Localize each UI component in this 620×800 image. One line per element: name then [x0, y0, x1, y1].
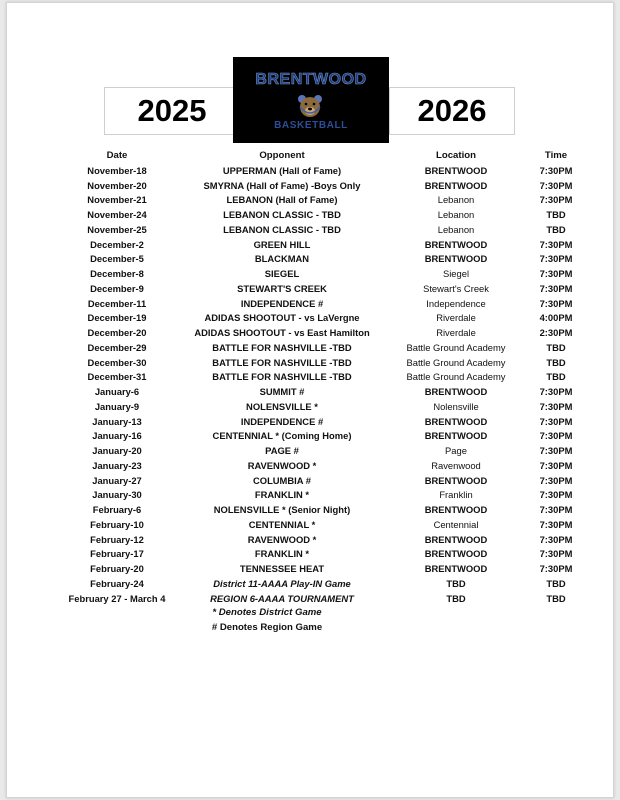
table-row: [62, 163, 592, 178]
column-header-time: Time: [544, 150, 568, 161]
table-row: [62, 222, 592, 237]
game-opponent: UPPERMAN (Hall of Fame): [222, 164, 342, 176]
game-date: January-9: [94, 400, 140, 412]
game-time: TBD: [546, 209, 566, 221]
table-row: [62, 178, 592, 193]
game-location: Ravenwood: [431, 459, 481, 471]
game-date: November-25: [87, 223, 147, 235]
game-opponent: LEBANON CLASSIC - TBD: [223, 223, 341, 235]
game-location: BRENTWOOD: [424, 430, 488, 442]
table-row: [62, 532, 592, 547]
table-row: [62, 207, 592, 222]
game-location: BRENTWOOD: [424, 179, 488, 191]
district-game-footnote: * Denotes District Game: [212, 607, 322, 618]
game-opponent: CENTENNIAL * (Coming Home): [212, 430, 352, 442]
game-time: TBD: [546, 371, 566, 383]
table-row: [62, 325, 592, 340]
column-header-location: Location: [436, 150, 476, 161]
game-opponent: ADIDAS SHOOTOUT - vs LaVergne: [204, 312, 360, 324]
game-opponent: RAVENWOOD *: [247, 459, 317, 471]
game-time: 7:30PM: [539, 518, 573, 530]
column-header-opponent: Opponent: [259, 150, 305, 161]
game-opponent: District 11-AAAA Play-IN Game: [213, 577, 351, 589]
game-time: 7:30PM: [539, 445, 573, 457]
game-date: January-27: [92, 474, 142, 486]
game-opponent: FRANKLIN *: [254, 548, 310, 560]
game-opponent: STEWART'S CREEK: [237, 282, 327, 294]
game-date: December-5: [90, 253, 144, 265]
game-location: Battle Ground Academy: [406, 371, 506, 383]
table-row: [62, 370, 592, 385]
game-opponent: COLUMBIA #: [253, 474, 311, 486]
game-date: December-31: [87, 371, 147, 383]
game-date: February 27 - March 4: [68, 592, 166, 604]
schedule-table: [62, 148, 592, 606]
table-row: [62, 517, 592, 532]
game-opponent: NOLENSVILLE * (Senior Night): [213, 504, 351, 516]
game-time: 7:30PM: [539, 533, 573, 545]
game-opponent: INDEPENDENCE #: [240, 415, 324, 427]
game-location: BRENTWOOD: [424, 548, 488, 560]
game-time: TBD: [546, 577, 566, 589]
game-location: Nolensville: [433, 400, 479, 412]
game-location: Stewart's Creek: [423, 282, 489, 294]
game-location: Riverdale: [436, 312, 476, 324]
table-row: [62, 561, 592, 576]
table-row: [62, 502, 592, 517]
game-location: Battle Ground Academy: [406, 341, 506, 353]
table-row: [62, 399, 592, 414]
game-location: Lebanon: [437, 209, 475, 221]
table-row: [62, 591, 592, 606]
brentwood-basketball-logo: [233, 57, 389, 143]
table-header-row: [62, 148, 592, 163]
game-time: TBD: [546, 223, 566, 235]
game-date: January-16: [92, 430, 142, 442]
game-opponent: REGION 6-AAAA TOURNAMENT: [210, 592, 354, 604]
bear-mascot-icon: [295, 93, 325, 119]
game-location: TBD: [446, 592, 466, 604]
table-row: [62, 237, 592, 252]
game-time: 7:30PM: [539, 563, 573, 575]
region-game-footnote: # Denotes Region Game: [211, 622, 323, 633]
table-row: [62, 488, 592, 503]
game-date: December-2: [90, 238, 144, 250]
game-location: TBD: [446, 577, 466, 589]
game-opponent: PAGE #: [265, 445, 299, 457]
game-date: December-20: [87, 327, 147, 339]
season-start-year: 2025: [104, 87, 240, 135]
game-date: January-6: [94, 386, 140, 398]
table-row: [62, 193, 592, 208]
table-row: [62, 473, 592, 488]
game-date: December-9: [90, 282, 144, 294]
game-location: BRENTWOOD: [424, 504, 488, 516]
table-row: [62, 443, 592, 458]
game-date: December-29: [87, 341, 147, 353]
game-time: 7:30PM: [539, 179, 573, 191]
table-row: [62, 296, 592, 311]
game-date: January-30: [92, 489, 142, 501]
game-date: December-19: [87, 312, 147, 324]
game-time: 7:30PM: [539, 489, 573, 501]
game-time: 7:30PM: [539, 297, 573, 309]
table-row: [62, 252, 592, 267]
game-location: BRENTWOOD: [424, 164, 488, 176]
game-time: 7:30PM: [539, 386, 573, 398]
game-opponent: RAVENWOOD *: [247, 533, 317, 545]
game-opponent: GREEN HILL: [253, 238, 311, 250]
game-opponent: FRANKLIN *: [254, 489, 310, 501]
game-location: Riverdale: [436, 327, 476, 339]
game-date: January-20: [92, 445, 142, 457]
game-opponent: SUMMIT #: [259, 386, 305, 398]
game-opponent: BATTLE FOR NASHVILLE -TBD: [212, 341, 352, 353]
game-location: Battle Ground Academy: [406, 356, 506, 368]
game-time: 7:30PM: [539, 474, 573, 486]
game-opponent: NOLENSVILLE *: [246, 400, 318, 412]
game-time: 7:30PM: [539, 548, 573, 560]
schedule-rows: [62, 163, 592, 606]
table-row: [62, 311, 592, 326]
game-location: BRENTWOOD: [424, 415, 488, 427]
game-location: Lebanon: [437, 223, 475, 235]
game-opponent: BATTLE FOR NASHVILLE -TBD: [212, 356, 352, 368]
logo-title: BRENTWOOD: [255, 71, 367, 88]
game-time: 7:30PM: [539, 194, 573, 206]
table-row: [62, 281, 592, 296]
game-date: February-24: [90, 577, 144, 589]
game-time: 7:30PM: [539, 415, 573, 427]
game-location: BRENTWOOD: [424, 563, 488, 575]
game-location: Centennial: [433, 518, 479, 530]
game-date: February-10: [90, 518, 144, 530]
game-location: BRENTWOOD: [424, 474, 488, 486]
table-row: [62, 414, 592, 429]
game-opponent: SIEGEL: [264, 268, 300, 280]
game-location: Page: [445, 445, 467, 457]
game-opponent: INDEPENDENCE #: [240, 297, 324, 309]
schedule-page: [6, 2, 614, 798]
column-header-date: Date: [106, 150, 128, 161]
game-opponent: LEBANON (Hall of Fame): [226, 194, 338, 206]
table-row: [62, 429, 592, 444]
game-date: February-20: [90, 563, 144, 575]
game-opponent: BLACKMAN: [254, 253, 310, 265]
game-date: January-23: [92, 459, 142, 471]
table-row: [62, 576, 592, 591]
game-opponent: LEBANON CLASSIC - TBD: [223, 209, 341, 221]
game-opponent: TENNESSEE HEAT: [239, 563, 325, 575]
game-location: Siegel: [442, 268, 470, 280]
game-date: December-30: [87, 356, 147, 368]
game-time: 7:30PM: [539, 164, 573, 176]
game-date: January-13: [92, 415, 142, 427]
table-row: [62, 340, 592, 355]
game-location: BRENTWOOD: [424, 386, 488, 398]
game-location: BRENTWOOD: [424, 533, 488, 545]
game-time: 7:30PM: [539, 268, 573, 280]
game-date: November-21: [87, 194, 147, 206]
game-time: TBD: [546, 341, 566, 353]
game-date: November-18: [87, 164, 147, 176]
table-row: [62, 266, 592, 281]
game-date: February-12: [90, 533, 144, 545]
game-time: 7:30PM: [539, 400, 573, 412]
game-time: 2:30PM: [539, 327, 573, 339]
game-time: 7:30PM: [539, 459, 573, 471]
game-time: TBD: [546, 592, 566, 604]
game-time: 4:00PM: [539, 312, 573, 324]
game-date: December-8: [90, 268, 144, 280]
game-opponent: BATTLE FOR NASHVILLE -TBD: [212, 371, 352, 383]
game-time: 7:30PM: [539, 238, 573, 250]
game-time: 7:30PM: [539, 430, 573, 442]
table-row: [62, 458, 592, 473]
game-location: BRENTWOOD: [424, 238, 488, 250]
game-date: November-20: [87, 179, 147, 191]
table-row: [62, 355, 592, 370]
logo-subtitle: BASKETBALL: [274, 120, 348, 131]
table-row: [62, 384, 592, 399]
game-opponent: CENTENNIAL *: [248, 518, 316, 530]
game-location: Franklin: [439, 489, 473, 501]
game-date: February-6: [92, 504, 142, 516]
game-date: February-17: [90, 548, 144, 560]
game-location: BRENTWOOD: [424, 253, 488, 265]
game-time: 7:30PM: [539, 282, 573, 294]
game-time: 7:30PM: [539, 253, 573, 265]
game-location: Independence: [426, 297, 486, 309]
table-row: [62, 547, 592, 562]
game-date: December-11: [87, 297, 147, 309]
game-date: November-24: [87, 209, 147, 221]
game-location: Lebanon: [437, 194, 475, 206]
game-opponent: SMYRNA (Hall of Fame) -Boys Only: [203, 179, 361, 191]
game-time: 7:30PM: [539, 504, 573, 516]
season-end-year: 2026: [389, 87, 515, 135]
game-opponent: ADIDAS SHOOTOUT - vs East Hamilton: [194, 327, 370, 339]
game-time: TBD: [546, 356, 566, 368]
